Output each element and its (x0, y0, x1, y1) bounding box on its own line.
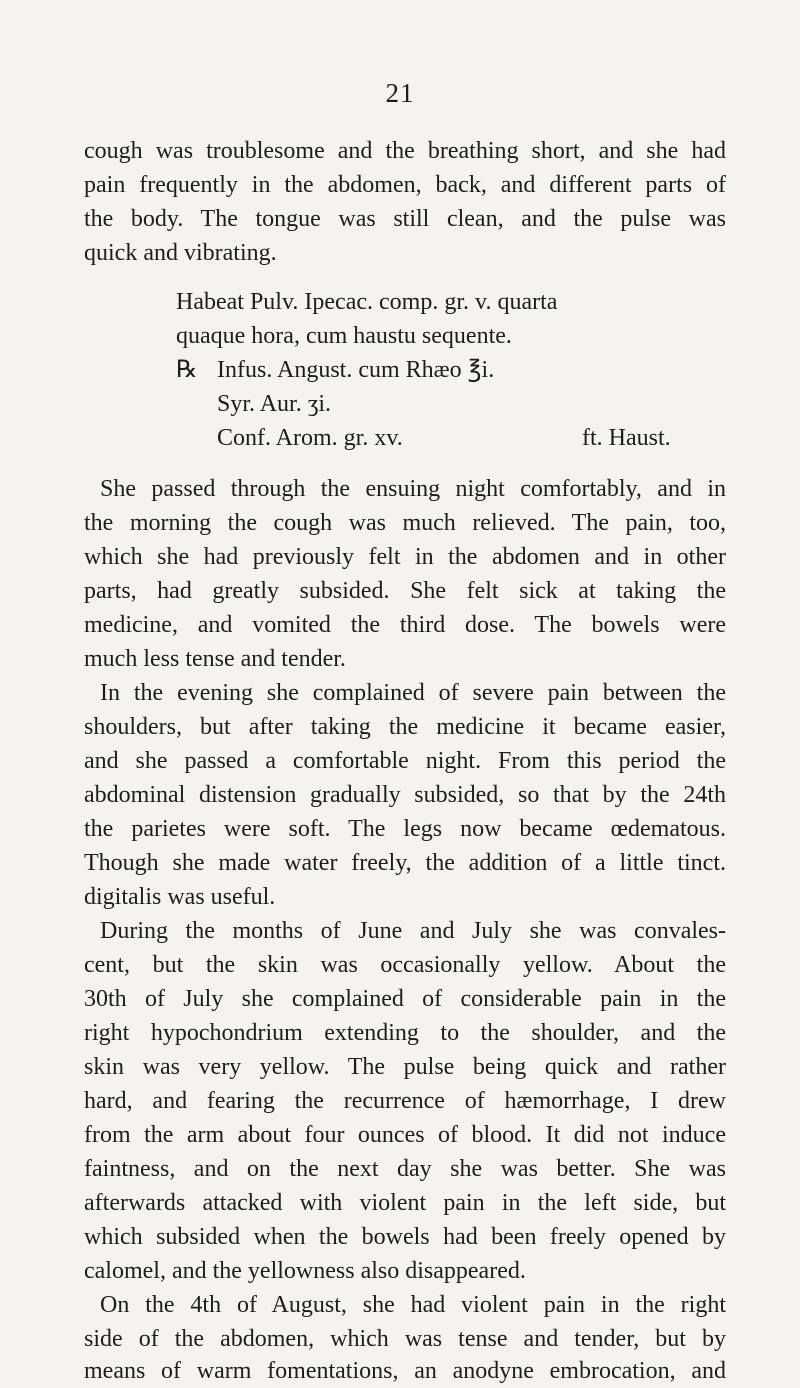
prescription-item: Syr. Aur. ʒi. (217, 391, 332, 417)
text-line: shoulders, but after taking the medicine it became easier, (84, 714, 726, 740)
prescription-line: Habeat Pulv. Ipecac. comp. gr. v. quarta (176, 289, 558, 315)
text-line: which she had previously felt in the abdomen and in other (84, 544, 726, 570)
text-line: During the months of June and July she was convales- (100, 918, 726, 944)
text-line: medicine, and vomited the third dose. The bowels were (84, 612, 726, 638)
text-line: On the 4th of August, she had violent pain in the right (100, 1292, 726, 1318)
prescription-line: quaque hora, cum haustu sequente. (176, 323, 512, 349)
text-line: skin was very yellow. The pulse being quick and rather (84, 1054, 726, 1080)
prescription-instruction: ft. Haust. (582, 425, 671, 451)
prescription-item: Conf. Arom. gr. xv. (217, 425, 403, 451)
text-line: In the evening she complained of severe pain between the (100, 680, 726, 706)
text-line: afterwards attacked with violent pain in the left side, but (84, 1190, 726, 1216)
text-line: hard, and fearing the recurrence of hæmorrhage, I drew (84, 1088, 726, 1114)
text-line: pain frequently in the abdomen, back, and different parts of (84, 172, 726, 198)
text-line: right hypochondrium extending to the shoulder, and the (84, 1020, 726, 1046)
text-line: much less tense and tender. (84, 646, 346, 672)
text-line: from the arm about four ounces of blood. It did not induce (84, 1122, 726, 1148)
recipe-symbol: ℞ (176, 357, 198, 383)
text-line: calomel, and the yellowness also disappeared. (84, 1258, 526, 1284)
text-line: means of warm fomentations, an anodyne embrocation, and (84, 1358, 726, 1384)
text-line: She passed through the ensuing night comfortably, and in (100, 476, 726, 502)
text-line: faintness, and on the next day she was better. She was (84, 1156, 726, 1182)
text-line: Though she made water freely, the addition of a little tinct. (84, 850, 726, 876)
prescription-item: Infus. Angust. cum Rhæo ℥i. (217, 357, 495, 383)
text-line: digitalis was useful. (84, 884, 276, 910)
text-line: cent, but the skin was occasionally yellow. About the (84, 952, 726, 978)
page-number: 21 (385, 78, 415, 108)
text-line: parts, had greatly subsided. She felt sick at taking the (84, 578, 726, 604)
text-line: the morning the cough was much relieved. The pain, too, (84, 510, 726, 536)
text-line: which subsided when the bowels had been freely opened by (84, 1224, 726, 1250)
text-line: and she passed a comfortable night. From this period the (84, 748, 726, 774)
text-line: the body. The tongue was still clean, and the pulse was (84, 206, 726, 232)
text-line: 30th of July she complained of considerable pain in the (84, 986, 726, 1012)
text-line: cough was troublesome and the breathing short, and she had (84, 138, 726, 164)
text-line: side of the abdomen, which was tense and tender, but by (84, 1326, 726, 1352)
text-line: quick and vibrating. (84, 240, 277, 266)
text-line: abdominal distension gradually subsided, so that by the 24th (84, 782, 726, 808)
text-line: the parietes were soft. The legs now became œdematous. (84, 816, 726, 842)
